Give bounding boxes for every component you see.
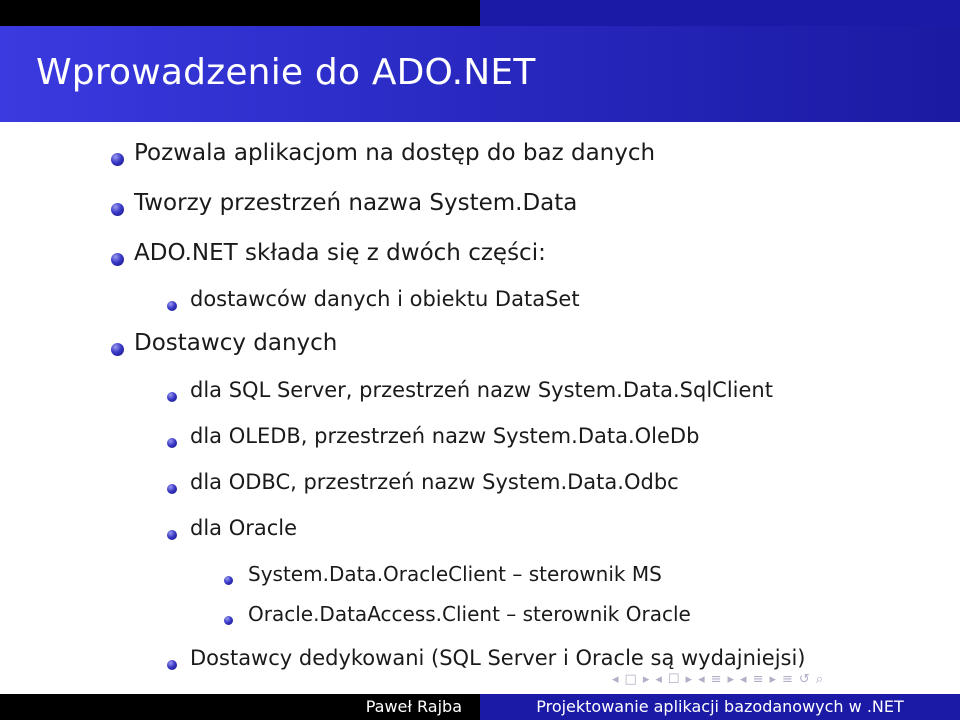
bullet-text: Tworzy przestrzeń nazwa System.Data	[134, 190, 578, 216]
bullet-ball-icon	[167, 392, 177, 402]
header-strip-left	[0, 0, 480, 26]
bullet-text: dla Oracle	[190, 516, 298, 540]
bullet-text: dostawców danych i obiektu DataSet	[190, 287, 580, 311]
header-strip-right	[480, 0, 960, 26]
bullet-text: Dostawcy danych	[134, 330, 338, 356]
nav-back-icon[interactable]: ↺	[798, 671, 810, 687]
bullet-ball-icon	[111, 343, 124, 356]
nav-prev-subsection-icon[interactable]: ◂	[698, 671, 705, 687]
bullet-ball-icon	[167, 530, 177, 540]
slide-title: Wprowadzenie do ADO.NET	[36, 52, 536, 93]
nav-frame-icon[interactable]: □	[624, 671, 637, 687]
bullet-ball-icon	[167, 301, 177, 311]
bullet-ball-icon	[167, 660, 177, 670]
bullet-ball-icon	[167, 438, 177, 448]
nav-toc-icon[interactable]: ≡	[782, 671, 793, 687]
bullet-ball-icon	[111, 153, 124, 166]
nav-section-icon[interactable]: ≡	[752, 671, 764, 687]
bullet-text: System.Data.OracleClient – sterownik MS	[248, 562, 662, 586]
nav-next-subsection-icon[interactable]: ▸	[727, 671, 735, 687]
bullet-text: Dostawcy dedykowani (SQL Server i Oracle są wydajniejsi)	[190, 646, 806, 670]
title-bar	[0, 26, 960, 122]
footer-course-title: Projektowanie aplikacji bazodanowych w .NET	[480, 694, 960, 720]
header-strip	[0, 0, 960, 26]
bullet-text: dla ODBC, przestrzeń nazw System.Data.Odbc	[190, 470, 679, 494]
bullet-ball-icon	[111, 203, 124, 216]
beamer-navigation	[612, 668, 960, 690]
nav-prev-section-icon[interactable]: ◂	[740, 671, 747, 687]
nav-next-frame-icon[interactable]: ▸	[642, 671, 650, 687]
nav-prev-frame-icon[interactable]: ◂	[612, 671, 619, 687]
nav-prev-slide-icon[interactable]: ◂	[655, 671, 662, 687]
bullet-text: dla SQL Server, przestrzeń nazw System.Data.SqlClient	[190, 378, 773, 402]
nav-next-section-icon[interactable]: ▸	[769, 671, 777, 687]
nav-subsection-icon[interactable]: ≡	[710, 671, 722, 687]
nav-next-slide-icon[interactable]: ▸	[685, 671, 693, 687]
bullet-text: Pozwala aplikacjom na dostęp do baz danych	[134, 140, 656, 166]
nav-slide-icon[interactable]: ☐	[667, 671, 680, 687]
bullet-text: Oracle.DataAccess.Client – sterownik Oracle	[248, 602, 691, 626]
bullet-ball-icon	[167, 484, 177, 494]
bullet-ball-icon	[111, 253, 124, 266]
footer-author: Paweł Rajba	[0, 694, 480, 720]
nav-search-icon[interactable]: ⌕	[815, 671, 824, 687]
bullet-ball-icon	[224, 616, 233, 625]
bullet-text: ADO.NET składa się z dwóch części:	[134, 240, 546, 266]
bullet-text: dla OLEDB, przestrzeń nazw System.Data.OleDb	[190, 424, 700, 448]
footer	[0, 694, 960, 720]
bullet-ball-icon	[224, 576, 233, 585]
